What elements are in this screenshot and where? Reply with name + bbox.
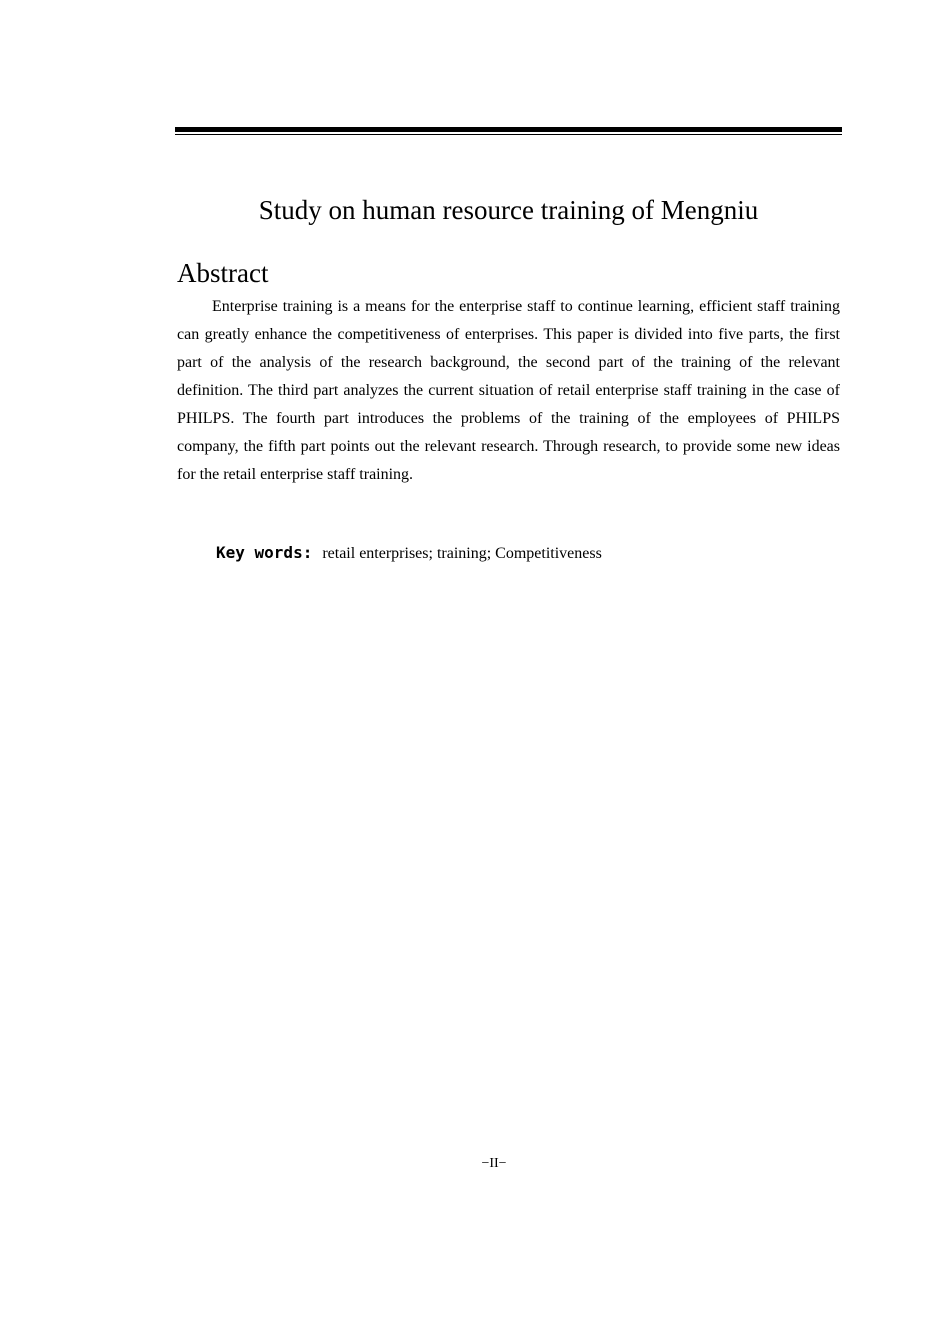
- abstract-body: Enterprise training is a means for the enterprise staff to continue learning, efficient staff training can greatly enhance the competitiveness of enterprises. This paper is divided into five parts, the first part of the analysis of the research background, the second part of the training of the relevant definition. The third part analyzes the current situation of retail enterprise staff training in the case of PHILPS. The fourth part introduces the problems of the training of the employees of PHILPS company, the fifth part points out the relevant research. Through research, to provide some new ideas for the retail enterprise staff training.: [177, 298, 840, 483]
- keywords-label: Key words:: [216, 543, 313, 562]
- keywords-value: retail enterprises; training; Competitiveness: [322, 545, 602, 562]
- header-rule-thin: [175, 134, 842, 135]
- keywords-line: [216, 540, 602, 567]
- page-number: −II−: [481, 1156, 507, 1171]
- abstract-heading: Abstract: [177, 258, 269, 288]
- header-rule-thick: [175, 127, 842, 132]
- paper-title: Study on human resource training of Mengniu: [258, 195, 759, 225]
